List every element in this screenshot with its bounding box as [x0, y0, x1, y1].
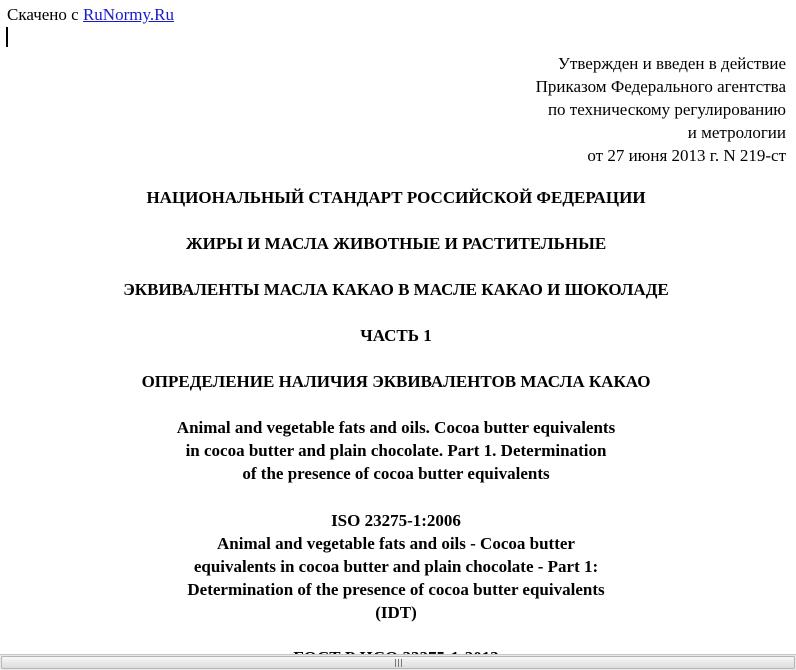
source-prefix: Скачено с	[7, 5, 83, 24]
iso-line: Determination of the presence of cocoa butter equivalents	[187, 580, 605, 599]
approval-block	[386, 52, 786, 167]
english-title-line: Animal and vegetable fats and oils. Cocoa butter equivalents	[176, 418, 616, 437]
approval-line: Утвержден и введен в действие	[557, 54, 786, 73]
english-title-line: in cocoa butter and plain chocolate. Part 1. Determination	[185, 441, 607, 460]
title-heading-1: ЖИРЫ И МАСЛА ЖИВОТНЫЕ И РАСТИТЕЛЬНЫЕ	[185, 234, 607, 253]
approval-line: Приказом Федерального агентства	[535, 77, 786, 96]
title-heading-2: ЭКВИВАЛЕНТЫ МАСЛА КАКАО В МАСЛЕ КАКАО И ШОКОЛАДЕ	[123, 280, 669, 299]
iso-line: ISO 23275-1:2006	[331, 511, 461, 530]
scrollbar-thumb[interactable]	[1, 656, 795, 669]
part-heading: ЧАСТЬ 1	[360, 326, 432, 345]
standard-heading: НАЦИОНАЛЬНЫЙ СТАНДАРТ РОССИЙСКОЙ ФЕДЕРАЦИИ	[146, 188, 646, 207]
iso-block	[0, 509, 792, 624]
source-line	[7, 5, 174, 25]
english-title-block	[0, 416, 792, 485]
grip-icon	[393, 659, 405, 667]
approval-line: по техническому регулированию	[547, 100, 786, 119]
approval-line: и метрологии	[687, 123, 786, 142]
iso-line: Animal and vegetable fats and oils - Cocoa butter	[217, 534, 575, 553]
text-cursor	[6, 27, 8, 47]
title-heading-3: ОПРЕДЕЛЕНИЕ НАЛИЧИЯ ЭКВИВАЛЕНТОВ МАСЛА КАКАО	[141, 372, 651, 391]
runormy-link[interactable]: RuNormy.Ru	[82, 5, 174, 24]
iso-line: equivalents in cocoa butter and plain chocolate - Part 1:	[193, 557, 599, 576]
iso-line: (IDT)	[375, 603, 417, 622]
horizontal-scrollbar[interactable]	[0, 654, 796, 670]
english-title-line: of the presence of cocoa butter equivalents	[242, 464, 550, 483]
approval-line: от 27 июня 2013 г. N 219-ст	[587, 146, 786, 165]
